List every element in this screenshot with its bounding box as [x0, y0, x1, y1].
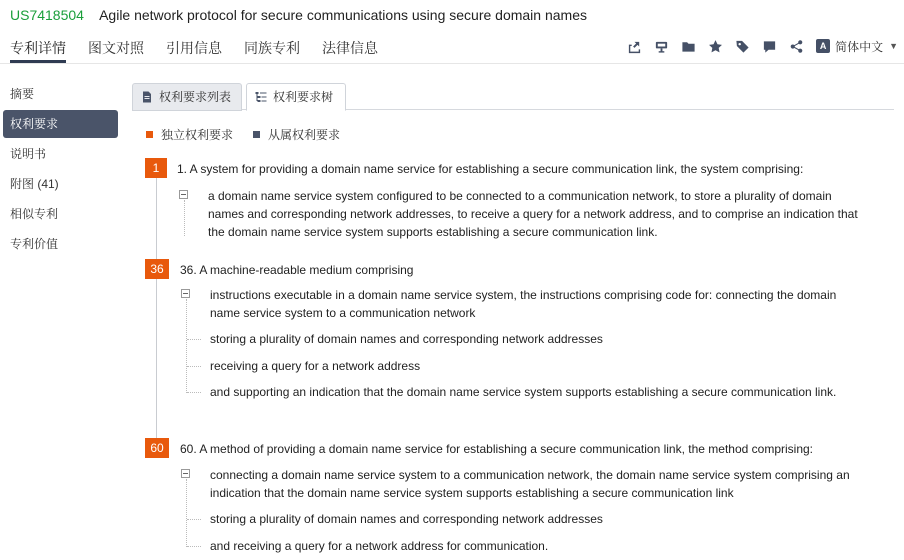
claim-element: and receiving a query for a network address for communication.	[210, 539, 549, 553]
patent-title: Agile network protocol for secure communications using secure domain names	[99, 7, 587, 23]
tree-connector-line	[156, 278, 157, 438]
language-label: 简体中文	[835, 39, 884, 54]
claim-element: and supporting an indication that the domain name service system supports establishing a secure communication link.	[210, 385, 837, 399]
tag-icon[interactable]	[734, 38, 750, 54]
claim-element: storing a plurality of domain names and corresponding network addresses	[210, 332, 603, 346]
sidebar-item-similar-patents[interactable]: 相似专利	[10, 207, 59, 221]
tree-dotted-line	[184, 200, 185, 236]
legend-independent-swatch	[146, 131, 153, 138]
sidebar-item-claims[interactable]: 权利要求	[3, 110, 118, 138]
legend-independent	[146, 126, 233, 143]
tree-branch	[187, 339, 201, 340]
tree-connector-line	[156, 178, 157, 263]
tab-citations[interactable]: 引用信息	[166, 40, 222, 56]
claim-number-badge[interactable]: 36	[145, 259, 169, 279]
star-icon[interactable]	[707, 38, 723, 54]
claims-panel	[132, 80, 894, 142]
share-icon[interactable]	[788, 38, 804, 54]
claim-number-badge[interactable]: 60	[145, 438, 169, 458]
tab-patent-details[interactable]: 专利详情	[10, 36, 66, 63]
claim-element: storing a plurality of domain names and corresponding network addresses	[210, 512, 603, 526]
toolbar	[615, 37, 898, 55]
comment-icon[interactable]	[761, 38, 777, 54]
sidebar-item-description[interactable]: 说明书	[10, 147, 47, 161]
claims-legend	[146, 126, 360, 143]
sidebar-item-figures[interactable]: 附图 (41)	[10, 177, 59, 191]
legend-independent-label: 独立权利要求	[161, 128, 234, 142]
export-icon[interactable]	[626, 38, 642, 54]
claim-number-badge[interactable]: 1	[145, 158, 167, 178]
patent-header	[0, 0, 904, 64]
patent-title-row	[10, 7, 587, 23]
legend-dependent	[253, 126, 340, 143]
tab-claims-tree[interactable]	[246, 83, 346, 111]
tree-branch	[187, 546, 201, 547]
language-selector[interactable]	[816, 38, 898, 55]
chevron-down-icon: ▼	[889, 41, 898, 51]
collapse-toggle-icon[interactable]	[179, 190, 188, 199]
legend-dependent-swatch	[253, 131, 260, 138]
tab-claims-list-label: 权利要求列表	[159, 89, 232, 104]
claim-text: 1. A system for providing a domain name service for establishing a secure communication link, the system comprising:	[177, 162, 804, 176]
claim-element: a domain name service system configured to be connected to a communication network, to store a plurality of domain names and corresponding network addresses, to receive a query for a network address, and to comprise an indication that the domain name service system supports establishing a secure communication link.	[208, 189, 858, 239]
tree-dotted-line	[186, 299, 187, 393]
sidebar-nav	[0, 80, 122, 260]
document-icon	[141, 91, 153, 103]
tab-claims-tree-label: 权利要求树	[273, 89, 334, 104]
tree-branch	[187, 366, 201, 367]
tree-branch	[187, 392, 201, 393]
claims-view-tabs	[132, 80, 894, 110]
collapse-toggle-icon[interactable]	[181, 469, 190, 478]
claim-element: receiving a query for a network address	[210, 359, 421, 373]
claim-text: 36. A machine-readable medium comprising	[180, 263, 414, 277]
claim-element: instructions executable in a domain name service system, the instructions comprising code for: connecting the domain name service system to a communication network	[210, 288, 837, 320]
tab-family[interactable]: 同族专利	[244, 40, 300, 56]
legend-dependent-label: 从属权利要求	[268, 128, 341, 142]
tab-claims-list[interactable]	[132, 83, 242, 111]
detail-tabs	[10, 36, 400, 64]
folder-icon[interactable]	[680, 38, 696, 54]
sidebar-item-patent-value[interactable]: 专利价值	[10, 237, 59, 251]
tree-dotted-line	[186, 479, 187, 547]
claim-text: 60. A method of providing a domain name service for establishing a secure communication link, the method comprising:	[180, 442, 813, 456]
collapse-toggle-icon[interactable]	[181, 289, 190, 298]
claim-element: connecting a domain name service system to a communication network, the domain name service system comprising an indication that the domain name service system supports establishing a secure communication link	[210, 468, 850, 500]
tab-legal[interactable]: 法律信息	[322, 40, 378, 56]
patent-number[interactable]: US7418504	[10, 7, 84, 23]
sidebar-item-abstract[interactable]: 摘要	[10, 87, 35, 101]
tab-text-figure[interactable]: 图文对照	[88, 40, 144, 56]
language-icon: A	[816, 39, 830, 53]
tree-icon	[255, 91, 267, 103]
translate-icon[interactable]	[653, 38, 669, 54]
tree-branch	[187, 519, 201, 520]
